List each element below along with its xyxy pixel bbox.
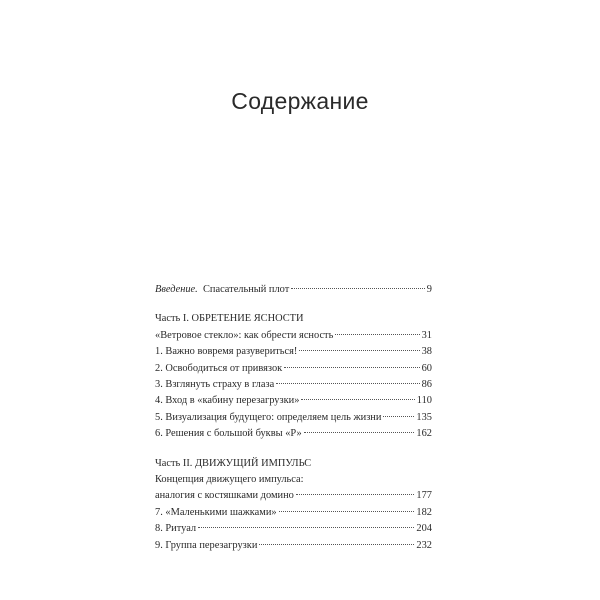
toc-entry (155, 410, 432, 426)
toc-entry (155, 426, 432, 442)
entry-title: 2. Освободиться от привязок (155, 362, 283, 374)
dot-leader (383, 416, 414, 417)
page-number: 232 (416, 539, 432, 551)
toc-entry (155, 505, 432, 521)
toc-entry (155, 488, 432, 504)
page-number: 162 (416, 428, 432, 440)
entry-title: 4. Вход в «кабину перезагрузки» (155, 395, 300, 407)
part-heading: Часть II. ДВИЖУЩИЙ ИМПУЛЬС (155, 457, 312, 469)
toc-entry (155, 377, 432, 393)
page-number: 86 (421, 379, 432, 391)
entry-title: аналогия с костяшками домино (155, 490, 294, 502)
dot-leader (276, 383, 419, 384)
dot-leader (296, 494, 415, 495)
entry-title: 7. «Маленькими шажками» (155, 506, 277, 518)
part-1-section (155, 311, 432, 442)
page-number: 182 (416, 506, 432, 518)
page-number: 177 (416, 490, 432, 502)
page-title: Содержание (231, 88, 369, 114)
toc-entry (155, 538, 432, 554)
toc-entry (155, 521, 432, 537)
dot-leader (299, 350, 419, 351)
intro-title: Спасательный плот (202, 284, 290, 295)
dot-leader (284, 367, 419, 368)
entry-title: 1. Важно вовремя разувериться! (155, 346, 298, 358)
entry-title: 9. Группа перезагрузки (155, 539, 258, 551)
page-number: 204 (416, 523, 432, 535)
toc-entry (155, 393, 432, 409)
page-number: 38 (421, 346, 432, 358)
entry-title: «Ветровое стекло»: как обрести ясность (155, 329, 334, 341)
page-number: 31 (421, 329, 432, 341)
dot-leader (304, 432, 415, 433)
dot-leader (279, 511, 415, 512)
page-number: 9 (426, 284, 432, 295)
dot-leader (335, 334, 419, 335)
toc-entry (155, 344, 432, 360)
page-number: 110 (416, 395, 432, 407)
dot-leader (291, 288, 425, 289)
part-heading: Часть I. ОБРЕТЕНИЕ ЯСНОСТИ (155, 313, 304, 325)
dot-leader (301, 399, 414, 400)
entry-title: 8. Ритуал (155, 523, 197, 535)
table-of-contents (155, 282, 432, 554)
dot-leader (259, 544, 414, 545)
toc-entry (155, 361, 432, 377)
page-number: 135 (416, 411, 432, 423)
toc-entry (155, 328, 432, 344)
page-number: 60 (421, 362, 432, 374)
intro-label: Введение. (155, 284, 198, 295)
entry-title: 3. Взглянуть страху в глаза (155, 379, 275, 391)
entry-title: 5. Визуализация будущего: определяем цель жизни (155, 411, 382, 423)
entry-title-line: Концепция движущего импульса: (155, 474, 304, 486)
toc-entry-intro (155, 282, 432, 298)
part-2-section (155, 456, 432, 554)
entry-title: 6. Решения с большой буквы «Р» (155, 428, 302, 440)
dot-leader (198, 527, 414, 528)
